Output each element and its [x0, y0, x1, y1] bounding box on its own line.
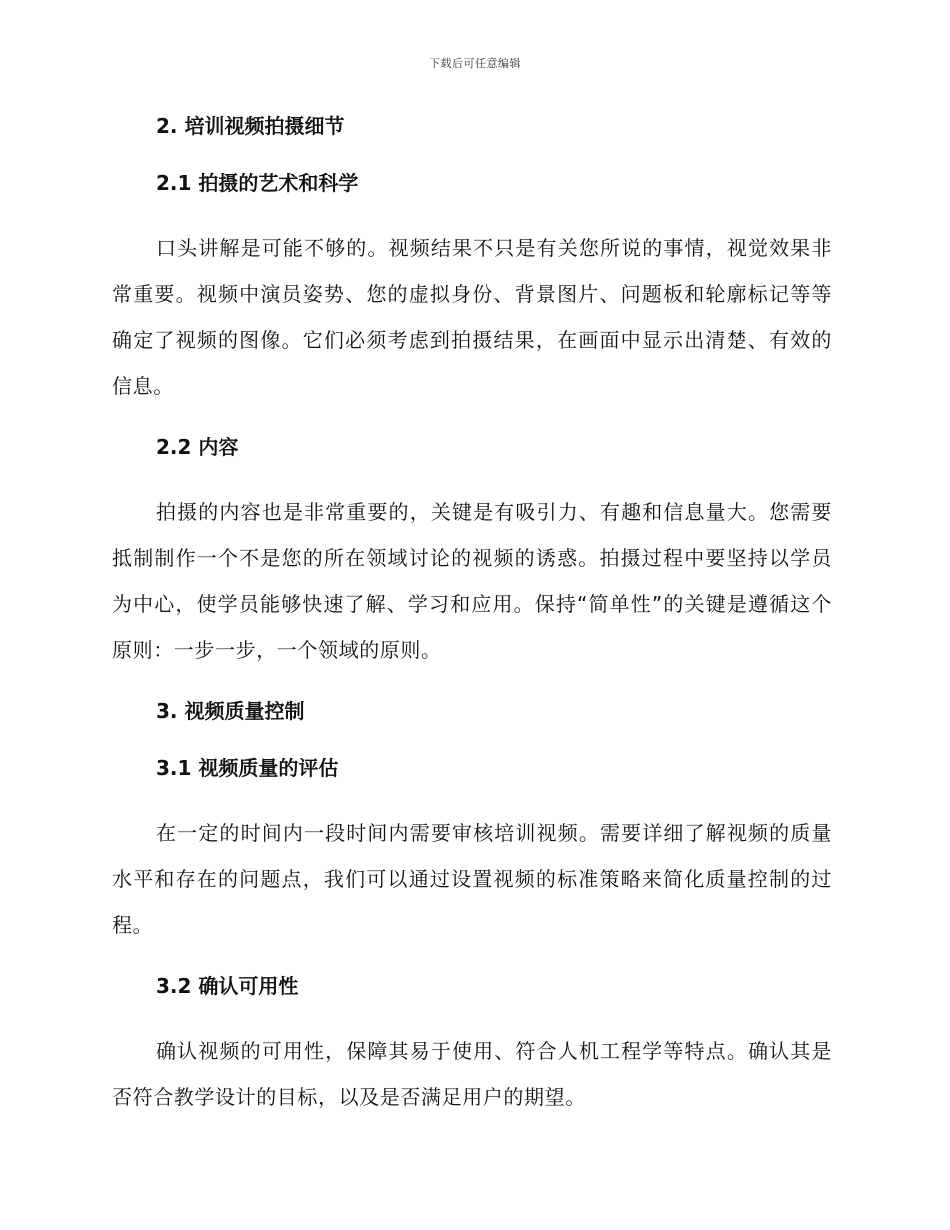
section-3-2-heading: 3.2 确认可用性 — [156, 974, 299, 998]
section-3-1-heading: 3.1 视频质量的评估 — [156, 756, 339, 780]
section-2-heading: 2. 培训视频拍摄细节 — [156, 114, 345, 138]
document-body — [112, 110, 832, 1120]
section-3-heading: 3. 视频质量控制 — [156, 699, 305, 723]
section-3-2-paragraph: 确认视频的可用性，保障其易于使用、符合人机工程学等特点。确认其是否符合教学设计的目标，以及是否满足用户的期望。 — [112, 1039, 832, 1109]
section-2-2-paragraph: 拍摄的内容也是非常重要的，关键是有吸引力、有趣和信息量大。您需要抵制制作一个不是您的所在领域讨论的视频的诱惑。拍摄过程中要坚持以学员为中心，使学员能够快速了解、学习和应用。保持“简单性”的关键是遵循这个原则：一步一步，一个领域的原则。 — [112, 500, 832, 662]
page-header: 下载后可任意编辑 — [429, 57, 521, 70]
section-2-1-paragraph: 口头讲解是可能不够的。视频结果不只是有关您所说的事情，视觉效果非常重要。视频中演员姿势、您的虚拟身份、背景图片、问题板和轮廓标记等等确定了视频的图像。它们必须考虑到拍摄结果，在画面中显示出清楚、有效的信息。 — [112, 236, 832, 398]
section-2-1-heading: 2.1 拍摄的艺术和科学 — [156, 171, 359, 195]
section-2-2-heading: 2.2 内容 — [156, 435, 239, 459]
section-3-1-paragraph: 在一定的时间内一段时间内需要审核培训视频。需要详细了解视频的质量水平和存在的问题点，我们可以通过设置视频的标准策略来简化质量控制的过程。 — [112, 821, 832, 937]
